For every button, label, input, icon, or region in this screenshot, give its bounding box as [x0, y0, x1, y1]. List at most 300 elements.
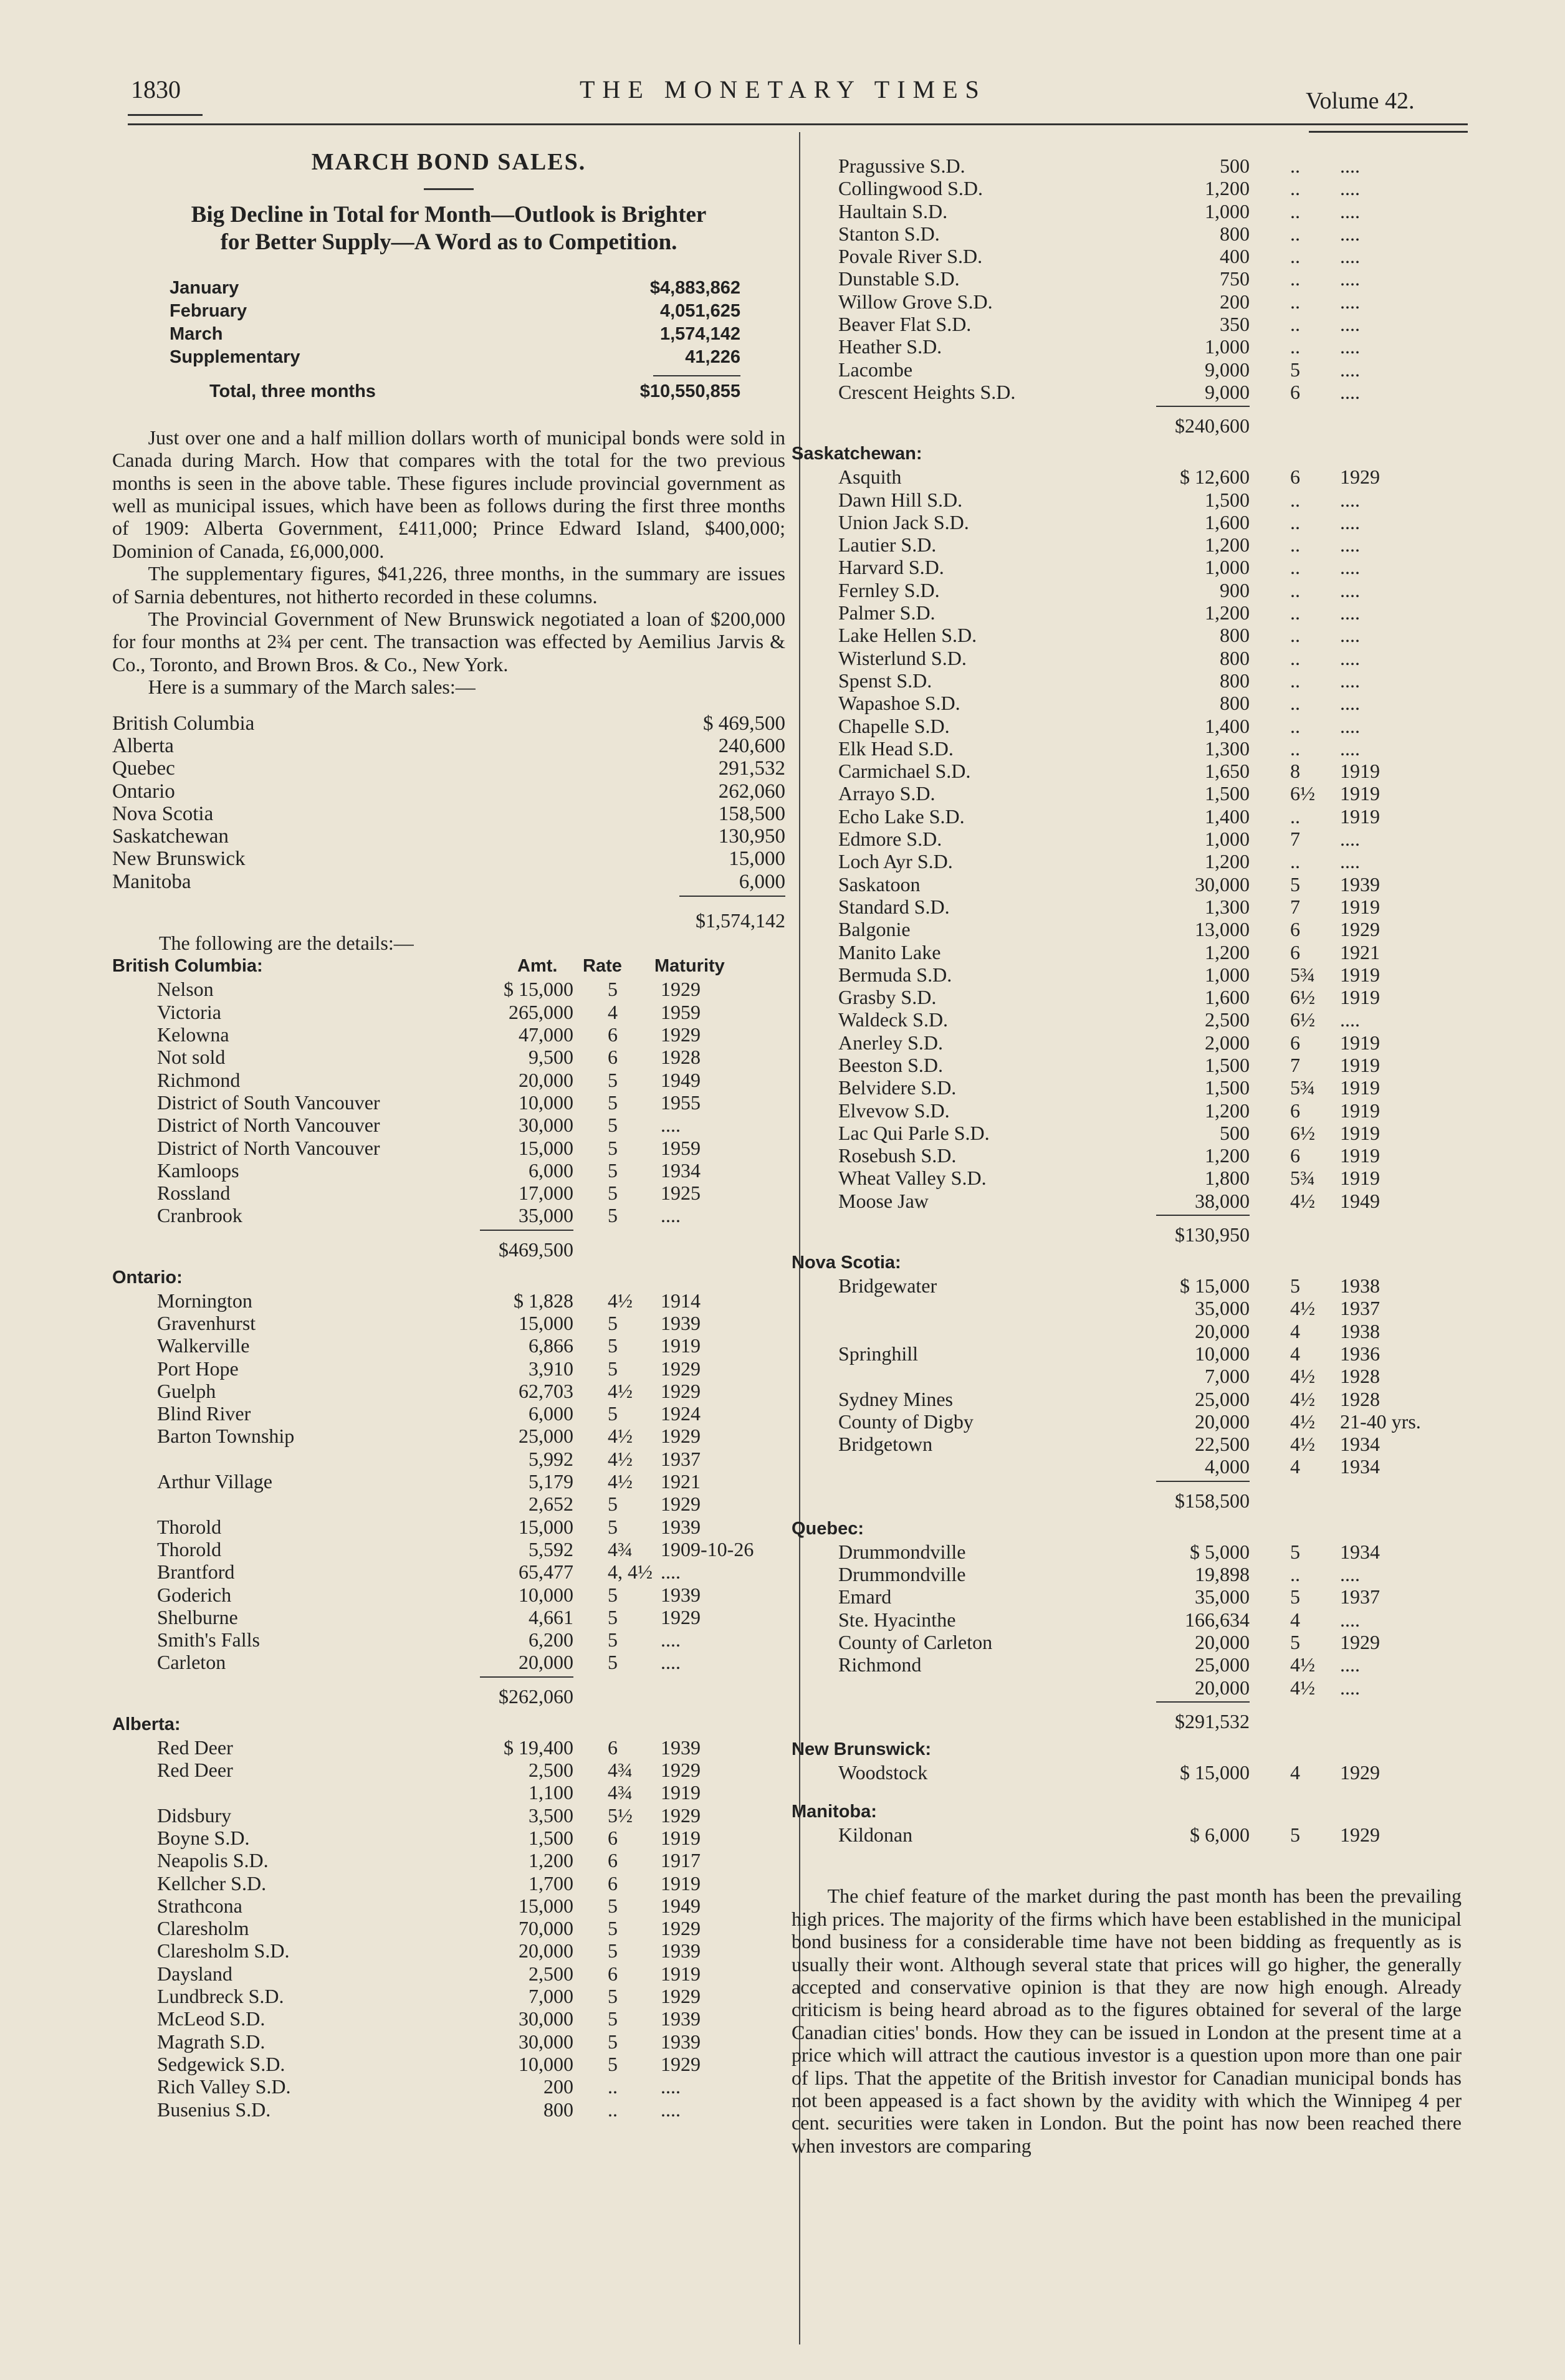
row-maturity: 1929 — [661, 1759, 701, 1782]
row-maturity: .... — [1340, 199, 1360, 222]
row-name: Elvevow S.D. — [838, 1099, 950, 1122]
month-row — [170, 277, 740, 300]
table-row — [792, 669, 1462, 692]
row-amount: 38,000 — [1195, 1189, 1250, 1212]
row-name: Thorold — [157, 1537, 222, 1560]
row-amount: 25,000 — [519, 1425, 573, 1448]
month-label: February — [170, 300, 247, 321]
row-maturity: 1929 — [661, 1493, 701, 1516]
row-maturity: 1939 — [661, 1939, 701, 1962]
row-name: Kamloops — [157, 1159, 239, 1182]
row-rate: 5 — [608, 1312, 618, 1334]
row-rate: 5 — [608, 2007, 618, 2030]
row-maturity: .... — [1340, 1608, 1360, 1631]
header-rule — [128, 123, 1468, 125]
table-row — [112, 1493, 785, 1515]
row-maturity: 1919 — [661, 1826, 701, 1849]
row-rate: 5 — [608, 1159, 618, 1182]
province-name: British Columbia — [112, 712, 255, 735]
row-maturity: 1929 — [1340, 918, 1380, 941]
table-row — [792, 850, 1462, 872]
row-rate: 5 — [608, 2052, 618, 2075]
row-maturity: .... — [1340, 488, 1360, 511]
row-maturity: 21-40 yrs. — [1340, 1410, 1421, 1433]
row-maturity: 1939 — [661, 1583, 701, 1606]
row-rate: .. — [1290, 737, 1300, 760]
table-row — [792, 267, 1462, 290]
row-maturity: .... — [1340, 267, 1360, 290]
row-name: Willow Grove S.D. — [838, 290, 993, 313]
row-amount: $ 12,600 — [1180, 466, 1250, 489]
row-rate: 6 — [608, 1871, 618, 1895]
row-rate: 5 — [608, 1091, 618, 1114]
row-maturity: .... — [661, 1114, 681, 1137]
row-name: Barton Township — [157, 1425, 295, 1448]
table-row — [112, 1628, 785, 1651]
table-row — [112, 1651, 785, 1673]
row-amount: 65,477 — [519, 1560, 573, 1584]
row-amount: 1,300 — [1205, 737, 1250, 760]
row-maturity: 1929 — [661, 1425, 701, 1448]
row-maturity: 1919 — [1340, 760, 1380, 783]
table-row — [792, 155, 1462, 177]
row-rate: 5 — [608, 1114, 618, 1137]
row-amount: 1,500 — [1205, 782, 1250, 805]
row-name: Woodstock — [838, 1761, 928, 1784]
section-title: British Columbia: — [112, 956, 263, 977]
table-row — [112, 1114, 785, 1136]
row-name: Wisterlund S.D. — [838, 646, 967, 669]
monthly-total-row — [170, 373, 740, 408]
row-rate: .. — [1290, 533, 1300, 557]
row-amount: $ 15,000 — [1180, 1274, 1250, 1298]
row-name: Drummondville — [838, 1563, 966, 1586]
row-rate: 6 — [1290, 1099, 1300, 1122]
row-name: Red Deer — [157, 1759, 233, 1782]
row-name: Rich Valley S.D. — [157, 2075, 291, 2098]
row-amount: 1,800 — [1205, 1167, 1250, 1190]
row-name: Povale River S.D. — [838, 245, 983, 268]
row-rate: 6½ — [1290, 1008, 1315, 1031]
row-name: Ste. Hyacinthe — [838, 1608, 956, 1631]
row-name: Bermuda S.D. — [838, 963, 952, 986]
row-maturity: 1929 — [661, 1917, 701, 1940]
row-maturity: 1919 — [1340, 1144, 1380, 1167]
row-maturity: 1929 — [661, 1379, 701, 1402]
row-rate: 4½ — [1290, 1297, 1315, 1320]
table-row — [112, 1827, 785, 1849]
left-details — [112, 954, 785, 2136]
row-amount: 15,000 — [519, 1515, 573, 1538]
province-amount: 240,600 — [718, 734, 785, 757]
table-row — [792, 313, 1462, 335]
table-row — [792, 647, 1462, 669]
row-amount: 1,650 — [1205, 760, 1250, 783]
row-rate: .. — [1290, 556, 1300, 579]
row-name: Union Jack S.D. — [838, 510, 969, 533]
row-amount: 30,000 — [1195, 872, 1250, 896]
table-row — [112, 978, 785, 1000]
column-header-rate: Rate — [583, 956, 622, 977]
row-rate: 5 — [608, 1204, 618, 1227]
section-total-row — [112, 1227, 785, 1266]
row-maturity: 1929 — [1340, 1823, 1380, 1847]
row-name: Dawn Hill S.D. — [838, 488, 963, 511]
row-name: Lake Hellen S.D. — [838, 624, 977, 647]
row-name: Fernley S.D. — [838, 578, 940, 601]
row-name: Harvard S.D. — [838, 556, 944, 579]
row-maturity: .... — [661, 1628, 681, 1651]
row-name: Blind River — [157, 1402, 251, 1425]
row-rate: 4½ — [608, 1470, 633, 1493]
row-name: Lacombe — [838, 358, 913, 381]
month-label: January — [170, 277, 239, 298]
row-name: Moose Jaw — [838, 1189, 929, 1212]
row-amount: 5,592 — [529, 1537, 573, 1560]
month-row — [170, 346, 740, 369]
row-rate: 5 — [608, 1334, 618, 1357]
row-rate: 5 — [608, 1515, 618, 1538]
monthly-total-label: Total, three months — [209, 381, 376, 401]
row-rate: 6½ — [1290, 986, 1315, 1009]
row-name: Kelowna — [157, 1023, 229, 1046]
row-rate: 5 — [1290, 1823, 1300, 1847]
row-name: Boyne S.D. — [157, 1826, 250, 1849]
province-row — [112, 848, 785, 870]
section-total-rule — [480, 1230, 573, 1231]
row-amount: 800 — [1220, 692, 1250, 715]
monthly-total-amount: $10,550,855 — [639, 381, 740, 401]
province-name: Saskatchewan — [112, 825, 229, 848]
row-amount: 1,400 — [1205, 714, 1250, 737]
row-name: Magrath S.D. — [157, 2030, 266, 2053]
row-maturity: .... — [1340, 828, 1360, 851]
table-row — [792, 335, 1462, 358]
row-rate: .. — [1290, 290, 1300, 313]
province-total-amount: $1,574,142 — [696, 909, 785, 932]
row-name: Richmond — [157, 1068, 241, 1091]
row-maturity: 1928 — [1340, 1387, 1380, 1410]
row-maturity: 1949 — [661, 1894, 701, 1917]
table-row — [112, 1046, 785, 1068]
closing-paragraph: The chief feature of the market during the past month has been the prevailing high prices. The majority of the firms which have been established in the municipal bond business for a considerable time have not been bidding as frequently as is usually their wont. Although several state that prices will go higher, the generally accepted and conservative opinion is that they are now high enough. Already criticism is being heard abroad as to the figures obtained for several of the large Canadian cities' bonds. How they can be issued in London at the present time at a price which will attract the cautious investor is a question upon more than one pair of lips. That the appetite of the British investor for Canadian municipal bonds has not been appeased is a fact shown by the avidity with which the Winnipeg 4 per cent. securities were taken in London. But the point has now been reached there when investors are comparing — [792, 1885, 1462, 2157]
row-name: Thorold — [157, 1515, 222, 1538]
details-intro: The following are the details:— — [159, 932, 414, 955]
row-name: Standard S.D. — [838, 895, 950, 918]
month-label: March — [170, 323, 223, 344]
row-rate: .. — [1290, 313, 1300, 336]
row-rate: 4 — [1290, 1761, 1300, 1784]
row-rate: 4½ — [1290, 1653, 1315, 1676]
row-maturity: 1939 — [661, 1736, 701, 1759]
row-amount: 6,000 — [529, 1402, 573, 1425]
section-title: Alberta: — [112, 1714, 181, 1734]
row-rate: .. — [1290, 601, 1300, 624]
table-row — [792, 1585, 1462, 1608]
row-amount: 70,000 — [519, 1917, 573, 1940]
row-name: Strathcona — [157, 1894, 242, 1917]
row-maturity: 1919 — [1340, 1121, 1380, 1144]
row-maturity: 1937 — [661, 1447, 701, 1470]
table-row — [112, 1804, 785, 1827]
section-total-rule — [1156, 1481, 1250, 1482]
table-row — [792, 466, 1462, 488]
row-rate: 6½ — [1290, 782, 1315, 805]
row-amount: 35,000 — [1195, 1297, 1250, 1320]
table-row — [792, 941, 1462, 963]
row-name: Kellcher S.D. — [157, 1871, 267, 1895]
row-amount: 800 — [1220, 222, 1250, 245]
section-total-row — [792, 1699, 1462, 1737]
row-amount: 1,200 — [1205, 177, 1250, 200]
row-rate: 4½ — [1290, 1387, 1315, 1410]
table-row — [112, 2053, 785, 2075]
row-amount: 500 — [1220, 155, 1250, 177]
intro-paragraph: The Provincial Government of New Brunswick negotiated a loan of $200,000 for four months at 2¾ per cent. The transaction was effected by Aemilius Jarvis & Co., Toronto, and Brown Bros. & Co., New York. — [112, 608, 785, 676]
row-maturity: 1934 — [661, 1159, 701, 1182]
section-gap — [112, 2121, 785, 2137]
row-name: Not sold — [157, 1046, 226, 1069]
section-heading — [792, 1251, 1462, 1274]
row-name: Goderich — [157, 1583, 232, 1606]
section-total-row — [112, 1674, 785, 1713]
row-rate: 5 — [608, 1628, 618, 1651]
row-amount: 1,200 — [529, 1849, 573, 1872]
row-maturity: 1929 — [661, 1605, 701, 1628]
row-rate: 4½ — [608, 1425, 633, 1448]
column-header-maturity: Maturity — [654, 956, 725, 977]
row-maturity: 1909-10-26 — [661, 1537, 754, 1560]
row-rate: 6 — [608, 1962, 618, 1985]
row-amount: 1,200 — [1205, 850, 1250, 873]
table-row — [112, 1137, 785, 1159]
row-maturity: 1919 — [1340, 895, 1380, 918]
row-name: Richmond — [838, 1653, 922, 1676]
row-amount: 2,500 — [529, 1962, 573, 1985]
row-name: Dunstable S.D. — [838, 267, 960, 290]
province-amount: 291,532 — [718, 757, 785, 780]
row-amount: 750 — [1220, 267, 1250, 290]
row-amount: 1,500 — [1205, 488, 1250, 511]
row-maturity: .... — [1340, 850, 1360, 873]
table-row — [112, 1182, 785, 1204]
table-row — [112, 1425, 785, 1447]
intro-text — [112, 426, 785, 699]
row-maturity: 1939 — [661, 1312, 701, 1334]
row-maturity: 1914 — [661, 1289, 701, 1312]
row-name: Cranbrook — [157, 1204, 242, 1227]
row-amount: 4,000 — [1205, 1455, 1250, 1478]
row-rate: .. — [1290, 335, 1300, 358]
row-amount: 1,200 — [1205, 533, 1250, 557]
row-rate: .. — [1290, 692, 1300, 715]
row-name: Saskatoon — [838, 872, 921, 896]
table-row — [112, 1023, 785, 1046]
table-row — [792, 381, 1462, 403]
column-header-amount: Amt. — [517, 956, 558, 977]
row-rate: 6 — [1290, 940, 1300, 963]
section-total: $158,500 — [1175, 1489, 1250, 1512]
section-total-rule — [1156, 1215, 1250, 1216]
province-total-rule — [679, 896, 785, 897]
row-maturity: .... — [1340, 335, 1360, 358]
row-amount: 47,000 — [519, 1023, 573, 1046]
row-amount: 17,000 — [519, 1182, 573, 1205]
row-rate: .. — [1290, 488, 1300, 511]
row-amount: 10,000 — [519, 2052, 573, 2075]
row-name: County of Digby — [838, 1410, 974, 1433]
row-maturity: 1929 — [1340, 466, 1380, 489]
month-row — [170, 300, 740, 323]
row-maturity: 1921 — [1340, 940, 1380, 963]
section-total-rule — [1156, 406, 1250, 407]
row-rate: 5 — [1290, 872, 1300, 896]
row-name: Springhill — [838, 1342, 919, 1365]
row-name: McLeod S.D. — [157, 2007, 266, 2030]
left-column — [112, 131, 785, 2137]
row-amount: 20,000 — [1195, 1630, 1250, 1653]
row-amount: 3,910 — [529, 1357, 573, 1380]
row-rate: .. — [1290, 267, 1300, 290]
row-name: Claresholm S.D. — [157, 1939, 290, 1962]
row-name: Lautier S.D. — [838, 533, 937, 557]
row-amount: 35,000 — [1195, 1585, 1250, 1608]
table-row — [112, 1560, 785, 1583]
row-rate: 6 — [1290, 466, 1300, 489]
table-row — [112, 1069, 785, 1091]
row-rate: 5 — [608, 1583, 618, 1606]
table-row — [792, 1433, 1462, 1455]
row-rate: 6 — [608, 1736, 618, 1759]
row-maturity: 1928 — [1340, 1365, 1380, 1388]
heading-rule — [424, 188, 474, 190]
table-row — [792, 200, 1462, 222]
table-row — [112, 2075, 785, 2098]
row-name: Chapelle S.D. — [838, 714, 950, 737]
row-maturity: 1939 — [661, 2030, 701, 2053]
province-amount: 15,000 — [729, 848, 785, 871]
row-name: Crescent Heights S.D. — [838, 380, 1016, 403]
right-details — [792, 155, 1462, 1862]
section-title: New Brunswick: — [792, 1739, 931, 1759]
intro-paragraph: The supplementary figures, $41,226, three months, in the summary are issues of Sarnia debentures, not hitherto recorded in these columns. — [112, 562, 785, 608]
row-rate: 4½ — [1290, 1189, 1315, 1212]
row-name: Walkerville — [157, 1334, 250, 1357]
table-row — [792, 1054, 1462, 1076]
table-row — [792, 245, 1462, 267]
row-maturity: 1929 — [661, 2052, 701, 2075]
row-amount: 200 — [543, 2075, 573, 2098]
section-gap — [792, 1784, 1462, 1800]
table-row — [112, 1759, 785, 1781]
row-amount: 200 — [1220, 290, 1250, 313]
row-maturity: .... — [1340, 380, 1360, 403]
row-maturity: 1938 — [1340, 1274, 1380, 1298]
row-rate: .. — [1290, 155, 1300, 177]
table-row — [792, 222, 1462, 245]
row-maturity: 1939 — [1340, 872, 1380, 896]
section-heading — [792, 442, 1462, 466]
row-rate: .. — [1290, 805, 1300, 828]
row-maturity: 1919 — [1340, 1053, 1380, 1076]
month-amount: $4,883,862 — [649, 277, 740, 298]
row-name: Daysland — [157, 1962, 232, 1985]
province-amount: 6,000 — [739, 870, 785, 893]
row-rate: 4½ — [1290, 1410, 1315, 1433]
row-amount: 13,000 — [1195, 918, 1250, 941]
row-amount: 30,000 — [519, 1114, 573, 1137]
row-name: Mornington — [157, 1289, 252, 1312]
row-name: Echo Lake S.D. — [838, 805, 965, 828]
row-maturity: .... — [1340, 601, 1360, 624]
row-maturity: .... — [1340, 510, 1360, 533]
table-row — [112, 1357, 785, 1380]
row-maturity: 1929 — [661, 1804, 701, 1827]
row-rate: 5 — [608, 1182, 618, 1205]
row-maturity: 1934 — [1340, 1433, 1380, 1456]
row-maturity: 1925 — [661, 1182, 701, 1205]
row-amount: 15,000 — [519, 1312, 573, 1334]
row-amount: 22,500 — [1195, 1433, 1250, 1456]
row-amount: 30,000 — [519, 2030, 573, 2053]
row-maturity: 1949 — [1340, 1189, 1380, 1212]
table-row — [792, 1274, 1462, 1297]
row-rate: 5 — [608, 1605, 618, 1628]
row-amount: 9,500 — [529, 1046, 573, 1069]
row-rate: 4¾ — [608, 1537, 633, 1560]
table-row — [112, 1204, 785, 1226]
row-maturity: .... — [1340, 624, 1360, 647]
table-row — [792, 1342, 1462, 1365]
table-row — [792, 782, 1462, 805]
row-maturity: 1929 — [661, 1985, 701, 2008]
table-row — [792, 624, 1462, 646]
province-row — [112, 871, 785, 893]
row-name: Arthur Village — [157, 1470, 272, 1493]
row-maturity: 1919 — [661, 1781, 701, 1804]
row-maturity: 1929 — [661, 1023, 701, 1046]
row-rate: 5 — [608, 1985, 618, 2008]
row-name: Rosebush S.D. — [838, 1144, 957, 1167]
row-name: Sydney Mines — [838, 1387, 953, 1410]
section-title: Nova Scotia: — [792, 1253, 901, 1273]
row-rate: 6 — [608, 1826, 618, 1849]
province-name: Quebec — [112, 757, 175, 780]
table-row — [792, 1541, 1462, 1563]
row-rate: .. — [1290, 646, 1300, 669]
row-maturity: 1919 — [1340, 963, 1380, 986]
table-row — [792, 1320, 1462, 1342]
table-row — [792, 177, 1462, 199]
row-amount: 1,000 — [1205, 828, 1250, 851]
table-row — [792, 1076, 1462, 1099]
row-name: Arrayo S.D. — [838, 782, 936, 805]
row-rate: .. — [1290, 850, 1300, 873]
province-total-row — [112, 893, 785, 937]
row-amount: 800 — [1220, 624, 1250, 647]
table-row — [112, 1312, 785, 1334]
row-amount: 6,866 — [529, 1334, 573, 1357]
row-maturity: 1955 — [661, 1091, 701, 1114]
table-row — [792, 601, 1462, 624]
row-rate: 4 — [1290, 1455, 1300, 1478]
row-amount: 4,661 — [529, 1605, 573, 1628]
row-name: Drummondville — [838, 1540, 966, 1563]
subheading-line-1: Big Decline in Total for Month—Outlook is Brighter — [191, 202, 707, 227]
row-rate: 5 — [608, 1939, 618, 1962]
header-rule-right — [1309, 131, 1468, 133]
province-row — [112, 735, 785, 757]
